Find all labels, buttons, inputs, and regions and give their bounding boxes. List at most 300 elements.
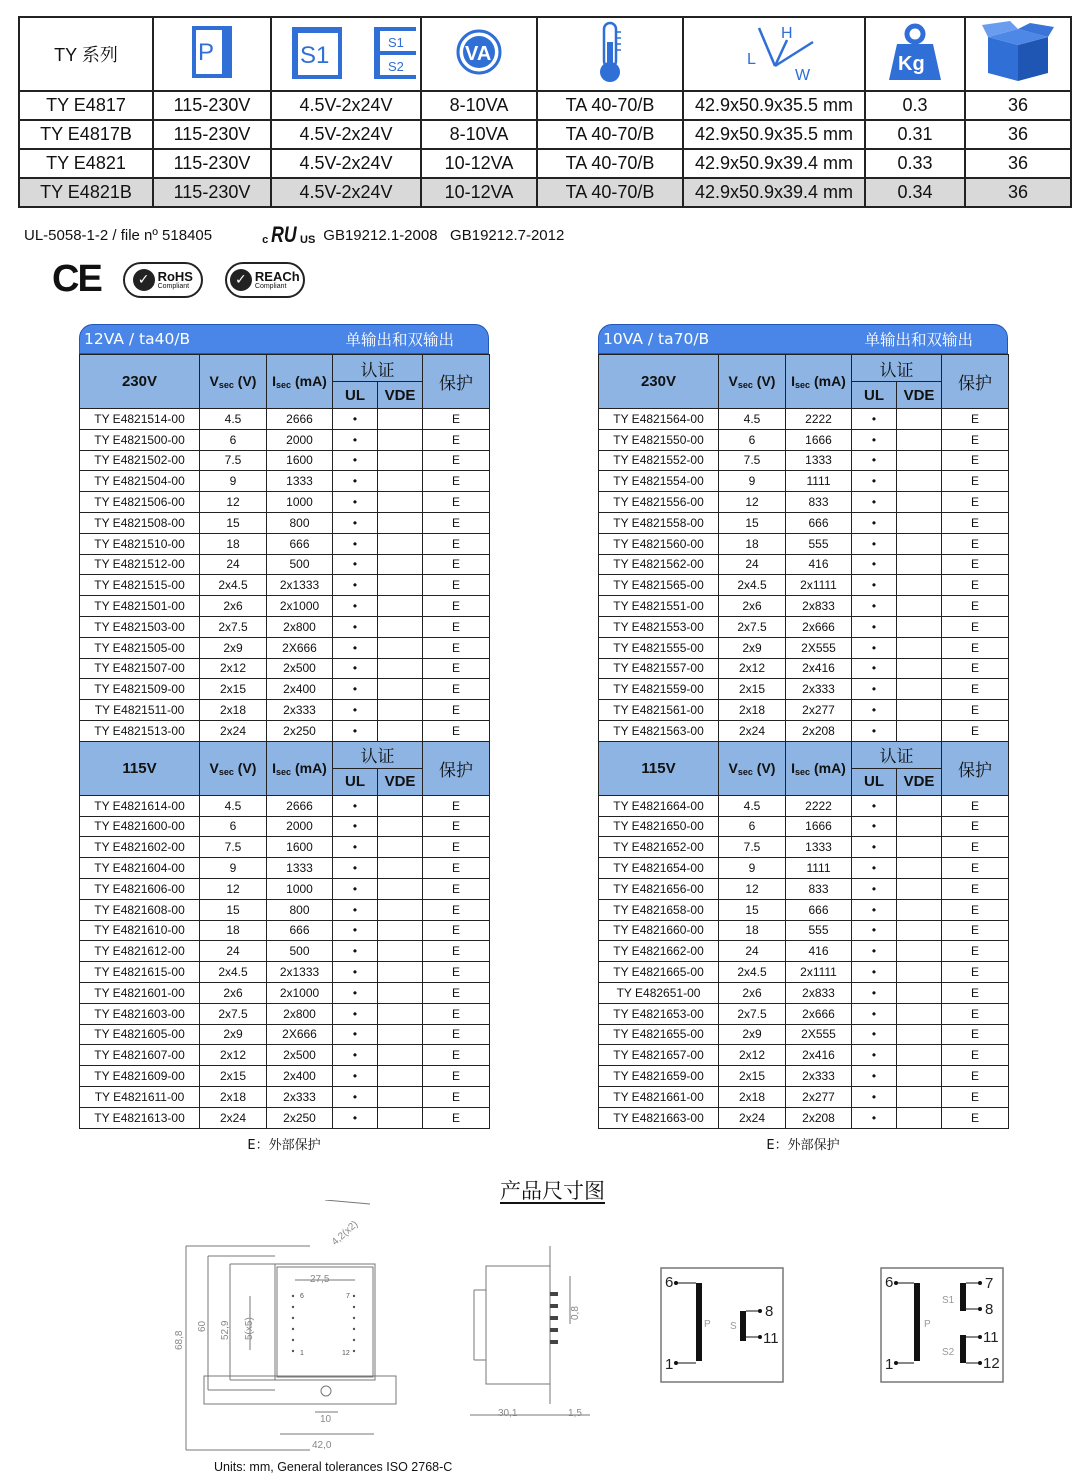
- table-cell: •: [852, 1003, 897, 1024]
- primary-voltage-icon: [153, 17, 271, 91]
- table-cell: TY E4821650-00: [599, 816, 719, 837]
- table-cell: E: [423, 962, 490, 983]
- front-pin-1: 1: [300, 1350, 304, 1357]
- table-cell: [378, 899, 423, 920]
- table-cell: TY E4821506-00: [80, 492, 200, 513]
- table-row: [80, 554, 490, 575]
- table-cell: 2222: [786, 409, 852, 430]
- table-cell: •: [333, 554, 378, 575]
- table-cell: •: [333, 450, 378, 471]
- vsec-header: $V_{sec}$ (V): [200, 355, 267, 409]
- table-cell: 666: [786, 512, 852, 533]
- table-cell: •: [333, 920, 378, 941]
- table-cell: 4.5V-2x24V: [271, 178, 421, 207]
- table-cell: [897, 920, 942, 941]
- table-row: [80, 795, 490, 816]
- table-cell: [378, 962, 423, 983]
- pin-11: 11: [763, 1330, 779, 1347]
- table-cell: •: [852, 450, 897, 471]
- table-row: [599, 450, 1009, 471]
- table-cell: 7.5: [719, 450, 786, 471]
- table-cell: •: [333, 596, 378, 617]
- dim-0-8: 0,8: [570, 1306, 581, 1320]
- table-cell: •: [333, 941, 378, 962]
- table-cell: 2x800: [267, 616, 333, 637]
- table-cell: 15: [719, 899, 786, 920]
- vde-header: VDE: [897, 768, 942, 795]
- table-row: [599, 837, 1009, 858]
- summary-row: [19, 178, 1071, 207]
- table-cell: [897, 1003, 942, 1024]
- table-cell: [897, 720, 942, 741]
- table-cell: 2x7.5: [200, 616, 267, 637]
- dim-pitch: 5(x5): [244, 1317, 255, 1340]
- protection-note: E：外部保护: [247, 1137, 321, 1153]
- table-cell: 115-230V: [153, 149, 271, 178]
- table-cell: [378, 941, 423, 962]
- table-cell: 2x416: [786, 658, 852, 679]
- table-cell: 2x9: [200, 637, 267, 658]
- table-cell: [897, 575, 942, 596]
- table-row: [80, 941, 490, 962]
- reach-badge-icon: ✓ REACh Compliant: [225, 262, 305, 298]
- icon-l-text: L: [747, 50, 756, 68]
- series-summary-table: [18, 16, 1072, 208]
- table-cell: E: [942, 450, 1009, 471]
- units-note: Units: mm, General tolerances ISO 2768-C: [214, 1460, 453, 1474]
- table-cell: TA 40-70/B: [537, 120, 683, 149]
- product-table-12va: [79, 324, 489, 1153]
- summary-row: [19, 120, 1071, 149]
- table-cell: 2x1111: [786, 575, 852, 596]
- table-cell: 1000: [267, 492, 333, 513]
- table-cell: 0.31: [865, 120, 965, 149]
- table-cell: E: [423, 596, 490, 617]
- cert-header: 认证: [852, 741, 942, 768]
- certification-line: [24, 224, 564, 246]
- table-cell: E: [942, 700, 1009, 721]
- table-cell: 9: [719, 471, 786, 492]
- ul-header: UL: [852, 382, 897, 409]
- table-cell: TY E4821B: [19, 178, 153, 207]
- dimension-drawing-title: 产品尺寸图: [500, 1179, 605, 1203]
- table-cell: [897, 962, 942, 983]
- icon-p-text: P: [198, 38, 215, 66]
- table-row: [80, 962, 490, 983]
- table-cell: E: [423, 658, 490, 679]
- section-header-row: [80, 355, 490, 382]
- table-cell: TY E4821560-00: [599, 533, 719, 554]
- table-cell: 18: [719, 920, 786, 941]
- table-cell: •: [333, 1066, 378, 1087]
- table-cell: [378, 616, 423, 637]
- table-row: [599, 554, 1009, 575]
- table-row: [599, 720, 1009, 741]
- table-cell: [897, 533, 942, 554]
- table-cell: 1600: [267, 837, 333, 858]
- table-cell: 2666: [267, 409, 333, 430]
- table-cell: TY E4821605-00: [80, 1024, 200, 1045]
- table-row: [599, 858, 1009, 879]
- table-cell: •: [333, 1107, 378, 1128]
- table-cell: TY E4821661-00: [599, 1086, 719, 1107]
- table-cell: TY E4821606-00: [80, 878, 200, 899]
- table-cell: TY E4821502-00: [80, 450, 200, 471]
- table-cell: [897, 409, 942, 430]
- table-cell: TY E4821510-00: [80, 533, 200, 554]
- table-row: [80, 409, 490, 430]
- table-cell: 4.5: [719, 795, 786, 816]
- table-cell: 666: [267, 920, 333, 941]
- table-cell: 9: [719, 858, 786, 879]
- table-cell: •: [852, 858, 897, 879]
- table-cell: [897, 616, 942, 637]
- table-cell: TY E4821608-00: [80, 899, 200, 920]
- table-cell: 7.5: [719, 837, 786, 858]
- table-cell: 6: [200, 429, 267, 450]
- table-cell: TY E4821508-00: [80, 512, 200, 533]
- table-cell: TY E4821514-00: [80, 409, 200, 430]
- table-cell: 9: [200, 471, 267, 492]
- table-cell: TY E4821554-00: [599, 471, 719, 492]
- table-cell: •: [852, 616, 897, 637]
- table-row: [599, 700, 1009, 721]
- table-cell: [378, 512, 423, 533]
- table-cell: 2x333: [786, 1066, 852, 1087]
- table-cell: •: [852, 575, 897, 596]
- table-cell: [378, 1024, 423, 1045]
- table-cell: E: [423, 700, 490, 721]
- table-cell: 7.5: [200, 450, 267, 471]
- table-cell: •: [852, 492, 897, 513]
- table-cell: 2x15: [200, 1066, 267, 1087]
- table-row: [80, 512, 490, 533]
- table-cell: 42.9x50.9x35.5 mm: [683, 120, 865, 149]
- pin-1: 1: [665, 1356, 674, 1373]
- table-row: [80, 1086, 490, 1107]
- table-row: [599, 1086, 1009, 1107]
- single-output-schematic: [660, 1267, 786, 1385]
- table-row: [80, 1045, 490, 1066]
- table-title-left: 12VA / ta40/B: [84, 330, 191, 348]
- table-cell: 42.9x50.9x39.4 mm: [683, 178, 865, 207]
- table-cell: TY E4821609-00: [80, 1066, 200, 1087]
- table-cell: TY E4821501-00: [80, 596, 200, 617]
- table-cell: 9: [200, 858, 267, 879]
- table-row: [599, 658, 1009, 679]
- table-cell: 36: [965, 149, 1071, 178]
- table-cell: TY E4817: [19, 91, 153, 120]
- table-cell: •: [333, 1086, 378, 1107]
- table-cell: 2x9: [719, 1024, 786, 1045]
- table-cell: E: [942, 409, 1009, 430]
- table-cell: E: [942, 962, 1009, 983]
- table-cell: 2x7.5: [200, 1003, 267, 1024]
- table-cell: TY E4821655-00: [599, 1024, 719, 1045]
- table-cell: 4.5: [200, 795, 267, 816]
- table-cell: 555: [786, 533, 852, 554]
- table-cell: TY E4821653-00: [599, 1003, 719, 1024]
- table-cell: 2x1333: [267, 575, 333, 596]
- table-cell: 800: [267, 899, 333, 920]
- table-cell: 500: [267, 941, 333, 962]
- icon-s2-small: S2: [388, 58, 404, 74]
- ul-header: UL: [333, 768, 378, 795]
- table-cell: 2x800: [267, 1003, 333, 1024]
- dim-27-5: 27,5: [310, 1274, 330, 1285]
- cert-header: 认证: [852, 355, 942, 382]
- table-cell: TA 40-70/B: [537, 149, 683, 178]
- icon-kg-text: Kg: [898, 52, 925, 75]
- vsec-header: $V_{sec}$ (V): [719, 741, 786, 795]
- table-cell: E: [423, 450, 490, 471]
- dim-68-8: 68,8: [174, 1330, 185, 1350]
- isec-header: $I_{sec}$ (mA): [267, 355, 333, 409]
- table-cell: 2x4.5: [719, 575, 786, 596]
- dim-hole: 4,2(x2): [329, 1218, 361, 1248]
- icon-h-text: H: [781, 24, 793, 42]
- table-cell: •: [852, 720, 897, 741]
- table-cell: •: [852, 596, 897, 617]
- table-cell: 2x4.5: [719, 962, 786, 983]
- icon-s1-small: S1: [388, 34, 404, 50]
- table-cell: •: [852, 679, 897, 700]
- table-row: [80, 700, 490, 721]
- table-cell: 2x7.5: [719, 1003, 786, 1024]
- table-cell: 115-230V: [153, 178, 271, 207]
- pin-6: 6: [665, 1274, 674, 1291]
- weight-icon: [865, 17, 965, 91]
- table-cell: 2x15: [200, 679, 267, 700]
- table-row: [80, 899, 490, 920]
- table-cell: •: [852, 533, 897, 554]
- box-qty-icon: [965, 17, 1071, 91]
- table-cell: E: [942, 837, 1009, 858]
- vsec-header: $V_{sec}$ (V): [200, 741, 267, 795]
- table-cell: •: [333, 533, 378, 554]
- table-cell: 2x6: [200, 596, 267, 617]
- table-cell: TY E4821503-00: [80, 616, 200, 637]
- table-row: [599, 878, 1009, 899]
- ul-header: UL: [333, 382, 378, 409]
- table-cell: E: [942, 512, 1009, 533]
- table-row: [599, 679, 1009, 700]
- table-cell: 18: [200, 920, 267, 941]
- table-cell: [378, 637, 423, 658]
- table-cell: •: [852, 899, 897, 920]
- table-cell: •: [333, 1003, 378, 1024]
- table-cell: 2x1000: [267, 982, 333, 1003]
- table-title-right: 单输出和双输出: [864, 331, 973, 349]
- table-row: [80, 982, 490, 1003]
- table-cell: TY E4821505-00: [80, 637, 200, 658]
- table-cell: •: [852, 962, 897, 983]
- table-cell: 2x12: [719, 658, 786, 679]
- table-cell: [897, 679, 942, 700]
- table-cell: [897, 596, 942, 617]
- table-cell: E: [423, 941, 490, 962]
- table-cell: 2x12: [719, 1045, 786, 1066]
- table-cell: TY E4821509-00: [80, 679, 200, 700]
- table-cell: E: [423, 878, 490, 899]
- table-cell: TY E482651-00: [599, 982, 719, 1003]
- table-cell: 833: [786, 492, 852, 513]
- table-cell: 2x9: [200, 1024, 267, 1045]
- table-cell: 12: [200, 492, 267, 513]
- table-row: [80, 533, 490, 554]
- table-cell: 416: [786, 554, 852, 575]
- table-row: [599, 512, 1009, 533]
- table-cell: TY E4821504-00: [80, 471, 200, 492]
- table-cell: 2x18: [200, 700, 267, 721]
- table-cell: [378, 858, 423, 879]
- table-cell: TY E4821564-00: [599, 409, 719, 430]
- table-row: [80, 1107, 490, 1128]
- table-cell: TY E4821512-00: [80, 554, 200, 575]
- isec-header: $I_{sec}$ (mA): [786, 741, 852, 795]
- table-cell: •: [333, 700, 378, 721]
- table-cell: E: [942, 920, 1009, 941]
- table-cell: TY E4821665-00: [599, 962, 719, 983]
- summary-header-row: [19, 17, 1071, 91]
- table-cell: [897, 450, 942, 471]
- table-cell: 500: [267, 554, 333, 575]
- table-cell: TY E4821558-00: [599, 512, 719, 533]
- table-cell: TY E4821607-00: [80, 1045, 200, 1066]
- table-cell: TY E4821563-00: [599, 720, 719, 741]
- pin-11: 11: [983, 1329, 999, 1346]
- table-cell: [378, 700, 423, 721]
- table-cell: •: [852, 837, 897, 858]
- table-cell: 2x1333: [267, 962, 333, 983]
- table-cell: 1666: [786, 816, 852, 837]
- table-cell: [897, 858, 942, 879]
- table-cell: E: [423, 920, 490, 941]
- table-cell: [378, 409, 423, 430]
- pin-8: 8: [765, 1303, 774, 1320]
- table-cell: E: [423, 409, 490, 430]
- table-cell: •: [333, 816, 378, 837]
- table-cell: 24: [200, 941, 267, 962]
- table-cell: [897, 941, 942, 962]
- table-row: [599, 533, 1009, 554]
- table-cell: •: [333, 492, 378, 513]
- table-cell: TY E4821612-00: [80, 941, 200, 962]
- table-title-bar: [598, 324, 1008, 354]
- table-cell: •: [852, 512, 897, 533]
- table-cell: TY E4821610-00: [80, 920, 200, 941]
- table-cell: •: [333, 720, 378, 741]
- table-cell: TY E4821511-00: [80, 700, 200, 721]
- table-cell: •: [333, 795, 378, 816]
- table-row: [599, 816, 1009, 837]
- table-cell: •: [333, 471, 378, 492]
- vde-header: VDE: [378, 768, 423, 795]
- table-cell: [897, 637, 942, 658]
- table-cell: TY E4821551-00: [599, 596, 719, 617]
- cert-header: 认证: [333, 741, 423, 768]
- table-row: [599, 1066, 1009, 1087]
- table-cell: E: [942, 533, 1009, 554]
- table-cell: 2x12: [200, 658, 267, 679]
- table-cell: 800: [267, 512, 333, 533]
- table-cell: 2666: [267, 795, 333, 816]
- table-cell: 1333: [786, 450, 852, 471]
- table-cell: 24: [200, 554, 267, 575]
- compliance-logos: [52, 258, 305, 301]
- table-row: [599, 982, 1009, 1003]
- table-row: [599, 1107, 1009, 1128]
- table-cell: 2x18: [719, 1086, 786, 1107]
- table-cell: 2x1111: [786, 962, 852, 983]
- table-cell: 0.34: [865, 178, 965, 207]
- table-cell: [378, 1086, 423, 1107]
- table-cell: TY E4821654-00: [599, 858, 719, 879]
- isec-header: $I_{sec}$ (mA): [786, 355, 852, 409]
- table-cell: TY E4821555-00: [599, 637, 719, 658]
- table-cell: E: [942, 1066, 1009, 1087]
- dual-output-schematic: [880, 1267, 1006, 1385]
- table-row: [599, 575, 1009, 596]
- table-row: [599, 1024, 1009, 1045]
- power-icon: [421, 17, 537, 91]
- table-cell: 7.5: [200, 837, 267, 858]
- table-row: [599, 616, 1009, 637]
- table-cell: 666: [786, 899, 852, 920]
- table-cell: 42.9x50.9x39.4 mm: [683, 149, 865, 178]
- table-cell: 2000: [267, 816, 333, 837]
- dim-42: 42,0: [312, 1440, 332, 1451]
- table-cell: [378, 596, 423, 617]
- table-cell: 10-12VA: [421, 178, 537, 207]
- table-cell: 42.9x50.9x35.5 mm: [683, 91, 865, 120]
- table-cell: TY E4821553-00: [599, 616, 719, 637]
- table-cell: TY E4821660-00: [599, 920, 719, 941]
- table-cell: •: [852, 982, 897, 1003]
- table-cell: TY E4821500-00: [80, 429, 200, 450]
- table-cell: TY E4821562-00: [599, 554, 719, 575]
- table-cell: E: [942, 429, 1009, 450]
- table-cell: E: [942, 816, 1009, 837]
- table-cell: [378, 720, 423, 741]
- table-row: [599, 429, 1009, 450]
- table-cell: [897, 492, 942, 513]
- table-cell: [897, 1107, 942, 1128]
- table-cell: TY E4821657-00: [599, 1045, 719, 1066]
- protection-note: E：外部保护: [766, 1137, 840, 1153]
- front-pin-6: 6: [300, 1293, 304, 1300]
- vde-header: VDE: [378, 382, 423, 409]
- table-row: [599, 409, 1009, 430]
- table-cell: 2x6: [719, 982, 786, 1003]
- table-row: [80, 920, 490, 941]
- table-row: [80, 596, 490, 617]
- ul-file-text: UL-5058-1-2 / file nº 518405: [24, 226, 213, 244]
- table-cell: E: [423, 1086, 490, 1107]
- table-cell: 1333: [786, 837, 852, 858]
- cert-header: 认证: [333, 355, 423, 382]
- table-cell: [378, 1107, 423, 1128]
- table-row: [599, 962, 1009, 983]
- table-row: [599, 941, 1009, 962]
- dim-10: 10: [320, 1414, 332, 1425]
- table-row: [80, 492, 490, 513]
- table-cell: 2x9: [719, 637, 786, 658]
- table-cell: •: [333, 409, 378, 430]
- table-cell: 416: [786, 941, 852, 962]
- series-label: TY 系列: [19, 17, 153, 91]
- table-cell: E: [942, 658, 1009, 679]
